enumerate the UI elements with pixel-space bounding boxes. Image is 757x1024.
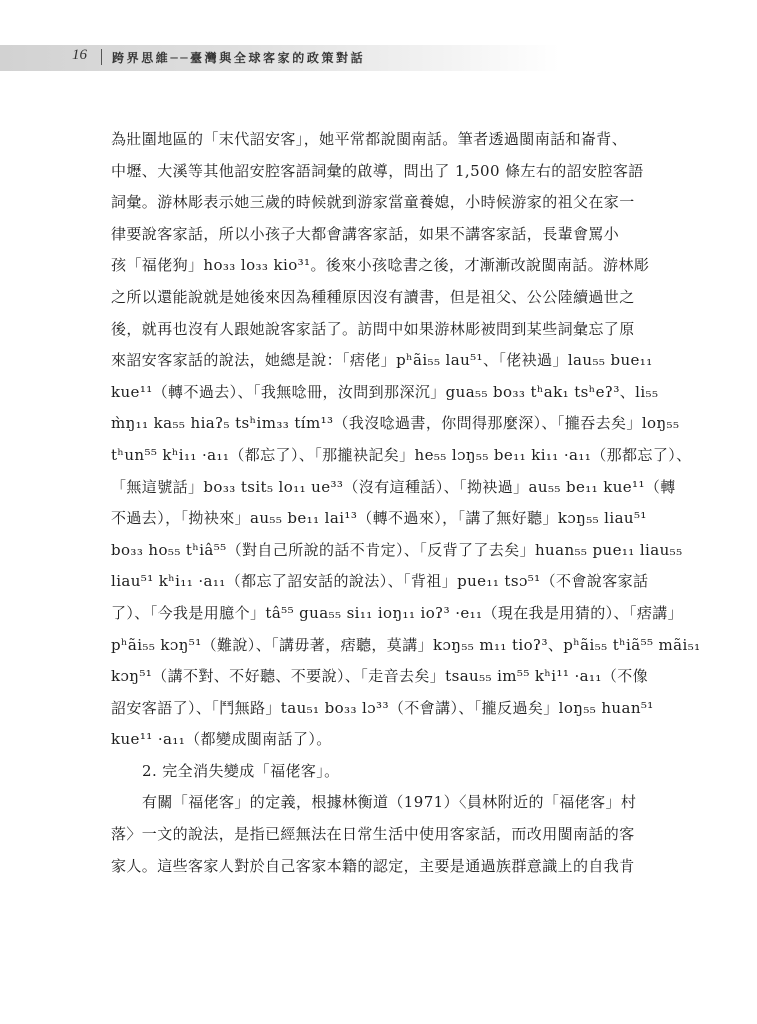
text-line: 來詔安客家話的說法，她總是說：「痞佬」pʰãi₅₅ lau⁵¹、「佬袂過」lau₅₅ bue₁₁ [111,351,653,370]
text-line: 為壯圍地區的「末代詔安客」，她平常都說閩南話。筆者透過閩南話和崙背、 [111,130,628,148]
list-item: 2. 完全消失變成「福佬客」。 [142,761,340,780]
text-line: 落〉一文的說法，是指已經無法在日常生活中使用客家話，而改用閩南話的客 [111,825,635,844]
text-line: kue¹¹（轉不過去）、「我無唸冊，汝問到那深沉」gua₅₅ bo₃₃ tʰak₁ tsʰeʔ³、li₅₅ [111,382,659,401]
text-line: 不過去），「拗袂來」au₅₅ be₁₁ lai¹³（轉不過來），「講了無好聽」kɔŋ₅₅ liau⁵¹ [111,509,647,528]
text-line: 律要說客家話，所以小孩子大都會講客家話，如果不講客家話，長輩會罵小 [111,224,620,243]
text-line: pʰãi₅₅ kɔŋ⁵¹（難說）、「講毋著，痞聽，莫講」kɔŋ₅₅ m₁₁ tioʔ³、pʰãi₅₅ tʰiã⁵⁵ mãi₅₁ [111,635,701,654]
text-line: 「無這號話」bo₃₃ tsit₅ lo₁₁ ue³³（沒有這種話）、「拗袂過」au₅₅ be₁₁ kue¹¹（轉 [111,477,676,496]
text-line: tʰun⁵⁵ kʰi₁₁ ·a₁₁（都忘了）、「那攏袂記矣」he₅₅ lɔŋ₅₅ be₁₁ ki₁₁ ·a₁₁（那都忘了）、 [111,445,692,464]
text-line: 詞彙。游林彫表示她三歲的時候就到游家當童養媳，小時候游家的祖父在家一 [111,193,635,212]
page-number: 16 [72,47,87,63]
text-line: 之所以還能說就是她後來因為種種原因沒有讀書，但是祖父、公公陸續過世之 [111,287,635,306]
text-line: kɔŋ⁵¹（講不對、不好聽、不要說）、「走音去矣」tsau₅₅ im⁵⁵ kʰi¹¹ ·a₁₁（不像 [111,667,649,686]
body-text [111,124,701,882]
paragraph-start: 有關「福佬客」的定義，根據林衡道（1971）〈員林附近的「福佬客」村 [142,793,637,812]
text-line: 中壢、大溪等其他詔安腔客語詞彙的啟導，問出了 1,500 條左右的詔安腔客語 [111,161,644,180]
text-line: kue¹¹ ·a₁₁（都變成閩南話了）。 [111,730,332,749]
text-line: 家人。這些客家人對於自己客家本籍的認定，主要是通過族群意識上的自我肯 [111,856,635,875]
text-line: liau⁵¹ kʰi₁₁ ·a₁₁（都忘了詔安話的說法）、「背祖」pue₁₁ tsɔ⁵¹（不會說客家話 [111,572,649,591]
text-line: m̀ŋ₁₁ ka₅₅ hiaʔ₅ tsʰim₃₃ tím¹³（我沒唸過書，你問得那麼深）、「攏吞去矣」loŋ₅₅ [111,414,680,433]
text-line: bo₃₃ ho₅₅ tʰiâ⁵⁵（對自己所說的話不肯定）、「反背了了去矣」huan₅₅ pue₁₁ liau₅₅ [111,540,683,559]
header-divider [101,49,102,65]
running-title: 跨界思維──臺灣與全球客家的政策對話 [112,51,366,65]
text-line: 了）、「今我是用臆个」tâ⁵⁵ gua₅₅ si₁₁ ioŋ₁₁ ioʔ³ ·e₁₁（現在我是用猜的）、「痞講」 [111,603,684,622]
text-line: 後，就再也沒有人跟她說客家話了。訪問中如果游林彫被問到某些詞彙忘了原 [111,319,635,338]
text-line: 詔安客語了）、「鬥無路」tau₅₁ bo₃₃ lɔ³³（不會講）、「攏反過矣」loŋ₅₅ huan⁵¹ [111,698,654,717]
text-line: 孩「福佬狗」ho₃₃ lo₃₃ kio³¹。後來小孩唸書之後，才漸漸改說閩南話。游林彫 [111,256,650,275]
